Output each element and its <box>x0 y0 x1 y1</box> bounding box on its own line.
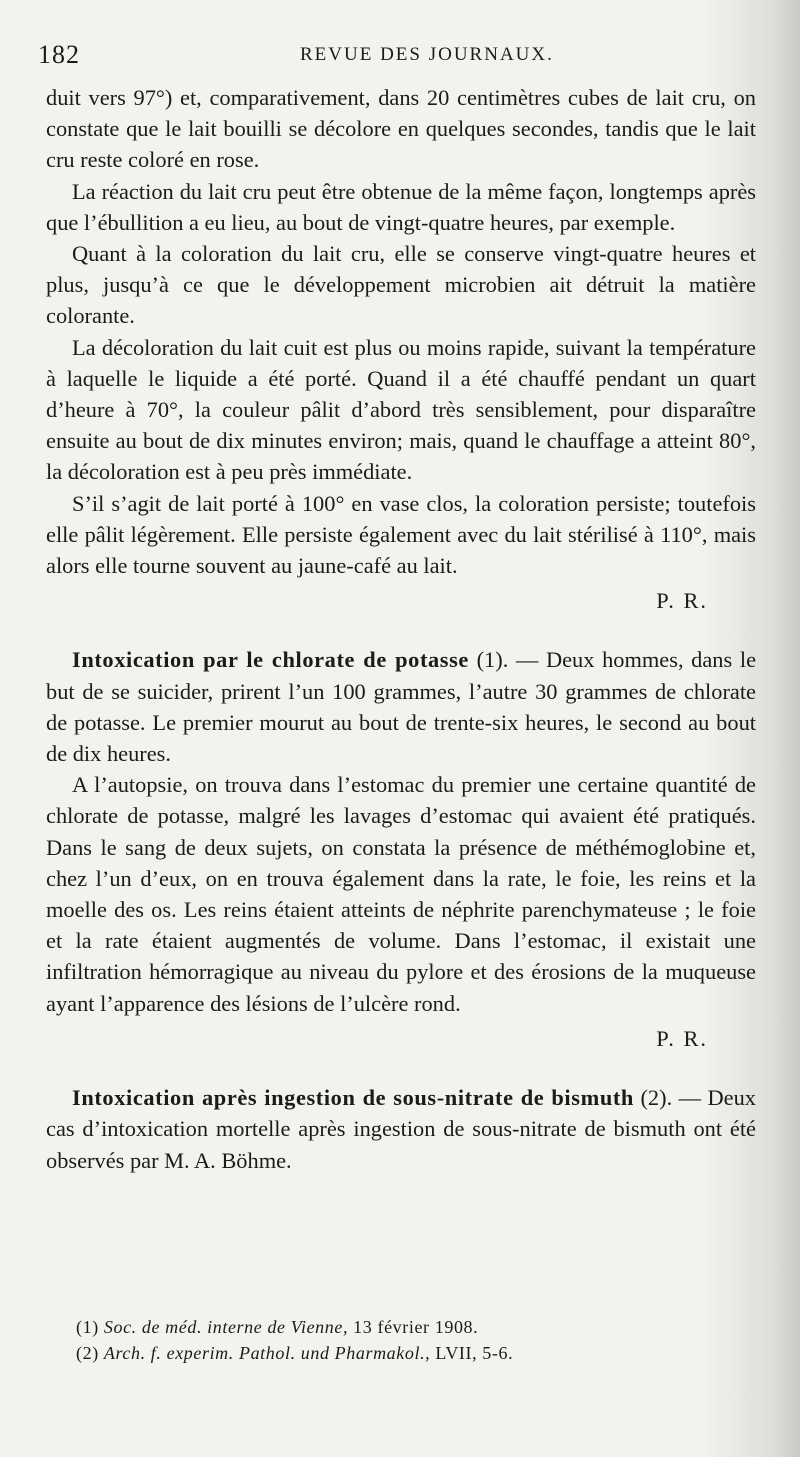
section-chlorate <box>46 644 756 769</box>
author-signature: P. R. <box>656 588 708 614</box>
section-intro: (2). — Deux cas d’intoxication mortelle après ingestion de sous-nitrate de bismuth ont été observés par M. A. Böhme. <box>46 1085 756 1173</box>
footnote-source: Arch. f. experim. Pathol. und Pharmakol., <box>103 1343 431 1363</box>
footnote-detail: 13 février 1908. <box>348 1317 479 1337</box>
footnotes <box>76 1314 756 1366</box>
section-bismuth <box>46 1082 756 1176</box>
main-text <box>46 82 756 1176</box>
paragraph: La décoloration du lait cuit est plus ou moins rapide, suivant la température à laquelle le liquide a été porté. Quand il a été chauffé pendant un quart d’heure à 70°, la couleur pâlit d’abord très sensiblement, pour disparaître ensuite au bout de dix minutes environ; mais, quand le chauffage a atteint 80°, la décoloration est à peu près immédiate. <box>46 334 756 485</box>
paragraph: Quant à la coloration du lait cru, elle se conserve vingt-quatre heures et plus, jusqu’à ce que le développement microbien ait détruit la matière colorante. <box>46 241 756 329</box>
section-title: Intoxication après ingestion de sous-nitrate de bismuth <box>72 1085 634 1111</box>
author-signature: P. R. <box>656 1025 708 1051</box>
footnote-marker: (2) <box>76 1343 104 1363</box>
footnote-1 <box>76 1314 756 1340</box>
footnote-marker: (1) <box>76 1317 104 1337</box>
running-head: REVUE DES JOURNAUX. <box>300 44 554 65</box>
paragraph: S’il s’agit de lait porté à 100° en vase clos, la coloration persiste; toutefois elle pâlit légèrement. Elle persiste également avec du lait stérilisé à 110°, mais alors elle tourne souvent au jaune-café au lait. <box>46 490 756 579</box>
paragraph: duit vers 97°) et, comparativement, dans 20 centimètres cubes de lait cru, on constate que le lait bouilli se décolore en quelques secondes, tandis que le lait cru reste coloré en rose. <box>46 85 756 173</box>
footnote-detail: LVII, 5-6. <box>430 1343 514 1363</box>
footnote-source: Soc. de méd. interne de Vienne, <box>103 1317 349 1337</box>
section-title: Intoxication par le chlorate de potasse <box>72 647 469 673</box>
paragraph: A l’autopsie, on trouva dans l’estomac du premier une certaine quantité de chlorate de potasse, malgré les lavages d’estomac qui avaient été pratiqués. Dans le sang de deux sujets, on constata la présence de méthémoglobine et, chez l’un d’eux, on en trouva également dans la rate, le foie, les reins et la moelle des os. Les reins étaient atteints de néphrite parenchymateuse ; le foie et la rate étaient augmentés de volume. Dans l’estomac, il existait une infiltration hémorragique au niveau du pylore et des érosions de la muqueuse ayant l’apparence des lésions de l’ulcère rond. <box>46 772 756 1016</box>
paragraph: La réaction du lait cru peut être obtenue de la même façon, longtemps après que l’ébullition a eu lieu, au bout de vingt-quatre heures, par exemple. <box>46 178 756 235</box>
section-intro: (1). — Deux hommes, dans le but de se suicider, prirent l’un 100 grammes, l’autre 30 grammes de chlorate de potasse. Le premier mourut au bout de trente-six heures, le second au bout de dix heures. <box>46 647 757 767</box>
footnote-2 <box>76 1340 756 1366</box>
page-header <box>38 40 760 70</box>
page-number: 182 <box>38 40 80 69</box>
